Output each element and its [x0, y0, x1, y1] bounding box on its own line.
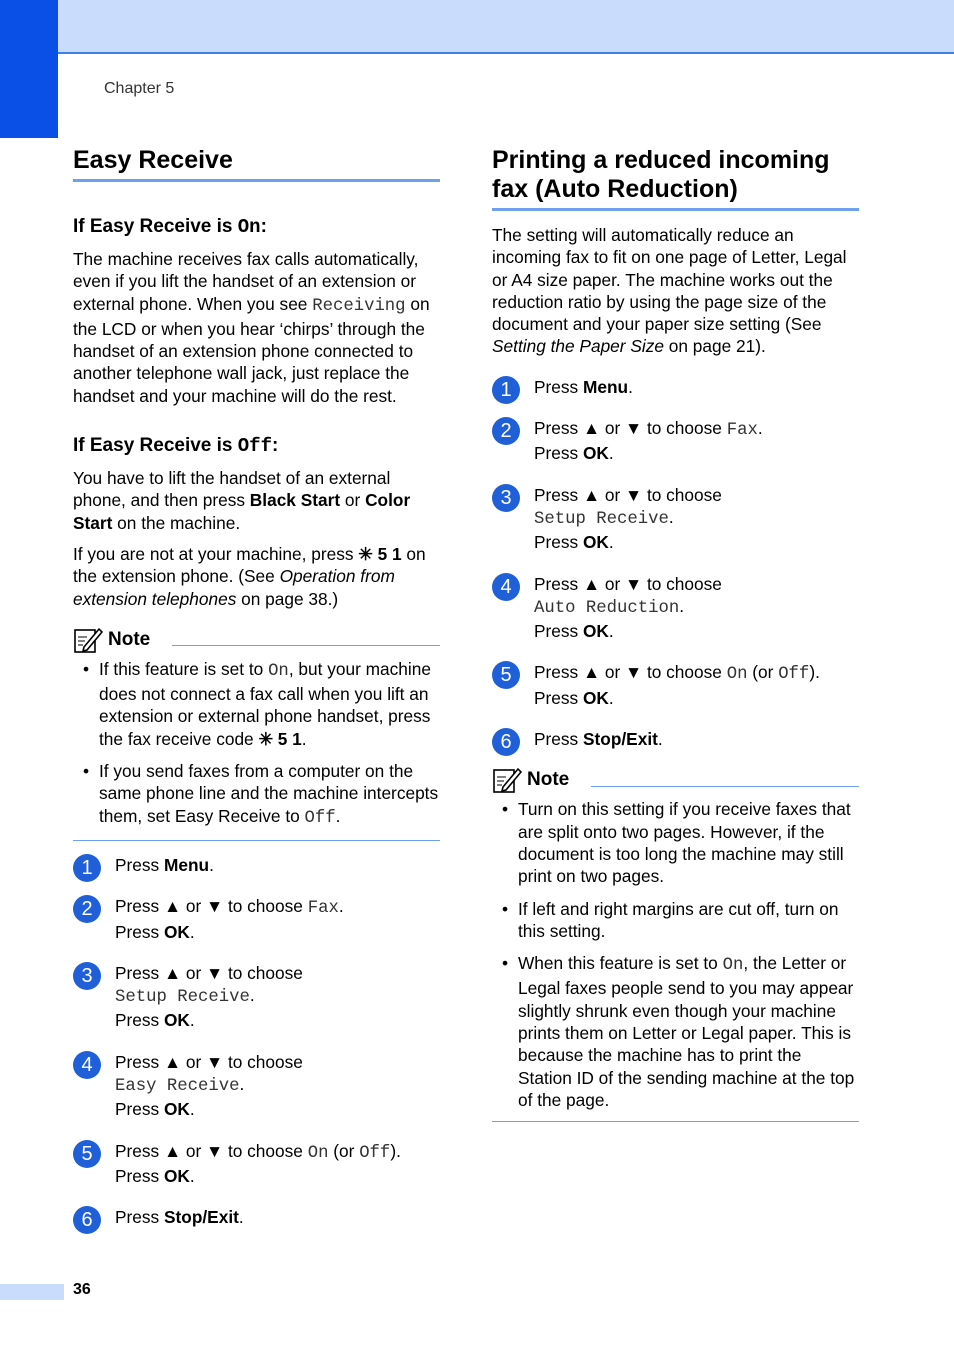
subheading-easy-receive-off: If Easy Receive is Off: — [73, 435, 279, 458]
note-bullet: • If this feature is set to On, but your machine does not connect a fax call when you lift an extension or external phone handset, press the fax receive code ✳ 5 1. — [73, 658, 440, 750]
note-pencil-icon — [492, 766, 522, 794]
right-column — [492, 146, 859, 1122]
step-item: 6 Press Stop/Exit. — [492, 728, 859, 750]
paragraph-easy-receive-off: You have to lift the handset of an external phone, and then press Black Start or Color Start on the machine. — [73, 468, 411, 533]
cross-reference: Setting the Paper Size — [492, 336, 664, 357]
note-title: Note — [527, 769, 570, 791]
step-number-badge: 1 — [492, 376, 520, 404]
header-band — [58, 0, 954, 54]
step-item: 1 Press Menu. — [492, 376, 859, 398]
step-number-badge: 1 — [73, 854, 101, 882]
step-number-badge: 2 — [492, 417, 520, 445]
note-title: Note — [108, 628, 151, 650]
section-title-easy-receive: Easy Receive — [73, 146, 440, 182]
steps-list — [492, 376, 859, 754]
steps-list — [73, 854, 440, 1232]
step-item: 6 Press Stop/Exit. — [73, 1206, 440, 1228]
note-rule — [591, 786, 859, 787]
cross-reference: Operation from extension telephones — [73, 566, 395, 609]
step-item: 2 Press ▲ or ▼ to choose Fax. Press OK. — [492, 417, 859, 465]
step-item: 3 Press ▲ or ▼ to choose Setup Receive. Press OK. — [492, 484, 859, 554]
step-number-badge: 5 — [492, 661, 520, 689]
step-number-badge: 6 — [492, 728, 520, 756]
step-item: 4 Press ▲ or ▼ to choose Easy Receive. Press OK. — [73, 1051, 440, 1121]
step-number-badge: 2 — [73, 895, 101, 923]
step-item: 5 Press ▲ or ▼ to choose On (or Off). Press OK. — [73, 1140, 440, 1188]
paragraph-extension-code: If you are not at your machine, press ✳ 5 1 on the extension phone. (See Operation from extension telephones on page 38.) — [73, 543, 426, 609]
subheading-easy-receive-on: If Easy Receive is On: — [73, 216, 267, 238]
step-number-badge: 5 — [73, 1140, 101, 1168]
step-item: 4 Press ▲ or ▼ to choose Auto Reduction. Press OK. — [492, 573, 859, 643]
note-box — [73, 626, 440, 841]
step-number-badge: 6 — [73, 1206, 101, 1234]
step-item: 5 Press ▲ or ▼ to choose On (or Off). Press OK. — [492, 661, 859, 709]
chapter-label: Chapter 5 — [104, 80, 175, 97]
step-number-badge: 4 — [492, 573, 520, 601]
footer-band — [0, 1284, 64, 1300]
note-bullet: • Turn on this setting if you receive faxes that are split onto two pages. However, if the document is too long the machine may still print on two pages. — [492, 798, 859, 887]
page-number: 36 — [73, 1281, 91, 1298]
note-bullet: • If left and right margins are cut off, turn on this setting. — [492, 898, 859, 943]
section-title-auto-reduction: Printing a reduced incoming fax (Auto Reduction) — [492, 146, 859, 211]
step-item: 2 Press ▲ or ▼ to choose Fax. Press OK. — [73, 895, 440, 943]
step-number-badge: 3 — [492, 484, 520, 512]
step-number-badge: 3 — [73, 962, 101, 990]
paragraph-auto-reduction: The setting will automatically reduce an incoming fax to fit on one page of Letter, Legal or A4 size paper. The machine works out the reduction ratio by using the page size of the document and your paper size setting (See Setting the Paper Size on page 21). — [492, 225, 847, 357]
step-item: 1 Press Menu. — [73, 854, 440, 876]
note-rule — [172, 645, 440, 646]
note-box — [492, 766, 859, 1122]
note-bullet: • When this feature is set to On, the Letter or Legal faxes people send to you may appear slightly shrunk even though your machine prints them on Letter or Legal paper. This is because the machine has to print the Station ID of the sending machine at the top of the page. — [492, 952, 859, 1111]
step-item: 3 Press ▲ or ▼ to choose Setup Receive. Press OK. — [73, 962, 440, 1032]
note-bullet: • If you send faxes from a computer on the same phone line and the machine intercepts them, set Easy Receive to Off. — [73, 760, 440, 830]
left-column — [73, 146, 440, 1232]
note-pencil-icon — [73, 626, 103, 654]
paragraph-easy-receive-on: The machine receives fax calls automatically, even if you lift the handset of an extension or external phone. When you see Receiving on the LCD or when you hear ‘chirps’ through the handset of an extension phone connected to another telephone wall jack, just replace the handset and your machine will do the rest. — [73, 249, 430, 406]
chapter-tab — [0, 0, 58, 138]
step-number-badge: 4 — [73, 1051, 101, 1079]
